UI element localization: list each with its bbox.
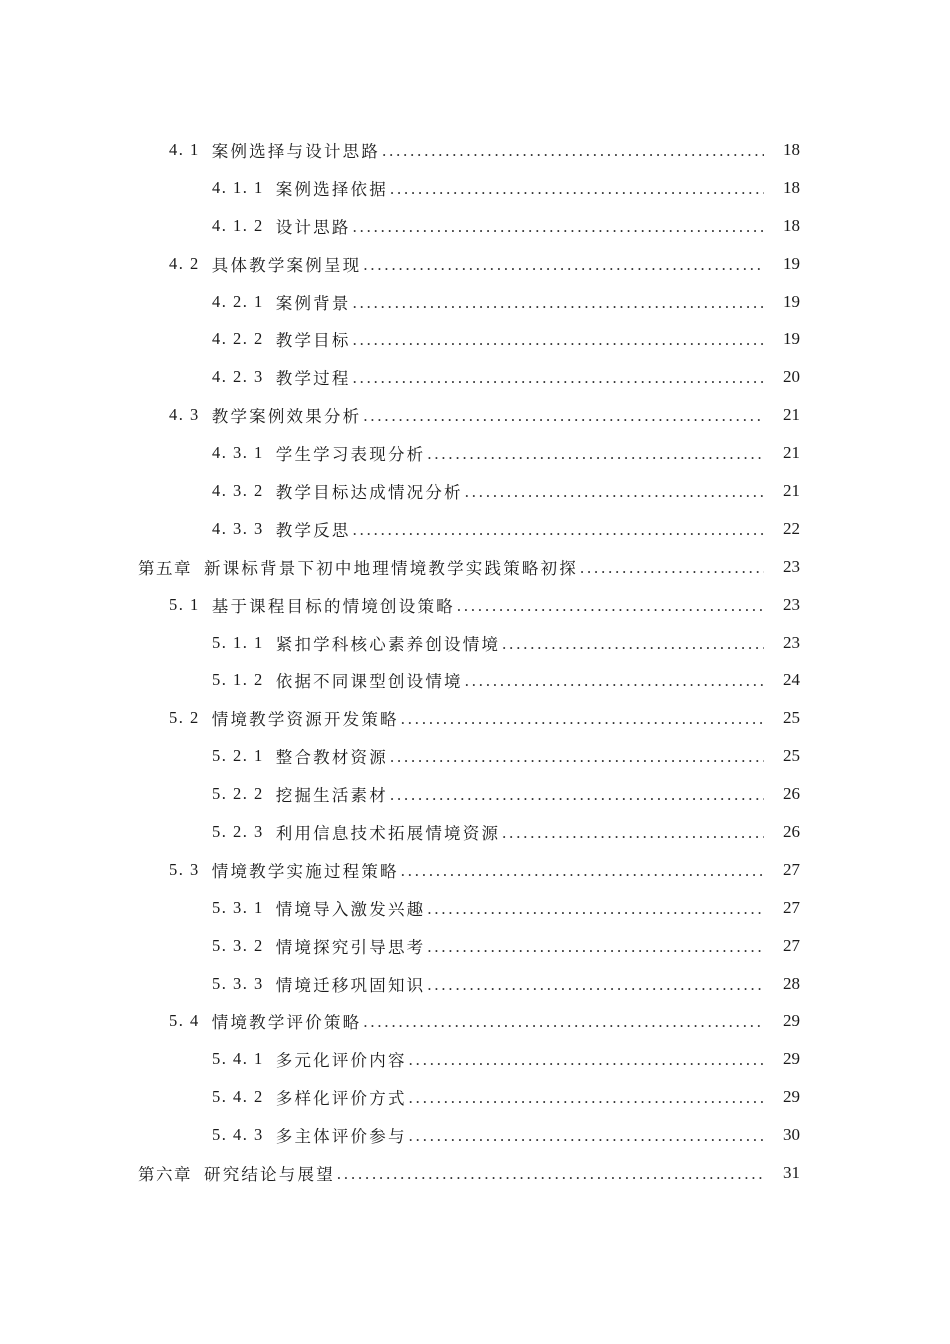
toc-page-number: 18 [783, 177, 800, 197]
toc-entry-number: 4. 2 [169, 253, 200, 273]
toc-dot-leader [353, 293, 764, 313]
toc-page-number: 19 [783, 291, 800, 311]
toc-dot-leader [465, 671, 764, 691]
toc-page-number: 29 [783, 1087, 800, 1107]
toc-section-entry[interactable] [0, 586, 950, 624]
toc-section-entry[interactable] [0, 207, 950, 245]
toc-section-entry[interactable] [0, 737, 950, 775]
toc-dot-leader [363, 255, 764, 275]
toc-page-number: 23 [783, 556, 800, 576]
toc-entry-number: 5. 2 [169, 708, 200, 728]
toc-page-number: 27 [783, 897, 800, 917]
toc-page-number: 26 [783, 784, 800, 804]
toc-page-number: 31 [783, 1162, 800, 1182]
toc-dot-leader [390, 179, 764, 199]
toc-page-number: 30 [783, 1125, 800, 1145]
toc-dot-leader [390, 747, 764, 767]
toc-entry-number: 4. 2. 2 [212, 329, 264, 349]
toc-section-entry[interactable] [0, 775, 950, 813]
toc-entry-title: 情境教学资源开发策略 [211, 710, 399, 730]
toc-entry-title: 新课标背景下初中地理情境教学实践策略初探 [204, 558, 578, 578]
toc-page-number: 26 [783, 821, 800, 841]
toc-page-number: 21 [783, 480, 800, 500]
toc-entry-title: 多元化评价内容 [275, 1051, 407, 1071]
toc-entry-title: 教学反思 [275, 520, 351, 540]
toc-page-number: 19 [783, 253, 800, 273]
toc-entry-title: 教学目标达成情况分析 [275, 482, 463, 502]
toc-entry-number: 5. 3. 3 [212, 973, 264, 993]
toc-page-number: 18 [783, 215, 800, 235]
toc-dot-leader [502, 823, 764, 843]
toc-dot-leader [353, 520, 764, 540]
toc-section-entry[interactable] [0, 965, 950, 1003]
toc-dot-leader [427, 899, 764, 919]
toc-page-number: 21 [783, 405, 800, 425]
toc-dot-leader [580, 558, 764, 578]
toc-section-entry[interactable] [0, 1002, 950, 1040]
toc-page-number: 29 [783, 1049, 800, 1069]
toc-entry-number: 4. 3 [169, 405, 200, 425]
toc-entry-title: 紧扣学科核心素养创设情境 [275, 634, 501, 654]
toc-page-number: 23 [783, 632, 800, 652]
toc-page-number: 22 [783, 518, 800, 538]
toc-entry-title: 案例背景 [275, 293, 351, 313]
toc-dot-leader [337, 1164, 764, 1184]
toc-entry-number: 5. 3 [169, 859, 200, 879]
toc-dot-leader [382, 141, 764, 161]
toc-section-entry[interactable] [0, 510, 950, 548]
toc-page-number: 28 [783, 973, 800, 993]
toc-entry-number: 5. 4. 2 [212, 1087, 264, 1107]
toc-entry-title: 教学过程 [275, 369, 351, 389]
toc-entry-number: 4. 1. 2 [212, 215, 264, 235]
toc-dot-leader [363, 1012, 764, 1032]
toc-entry-title: 多主体评价参与 [275, 1127, 407, 1147]
toc-entry-number: 5. 2. 2 [212, 784, 264, 804]
toc-entry-title: 教学目标 [275, 331, 351, 351]
toc-entry-title: 情境教学实施过程策略 [211, 861, 399, 881]
toc-section-entry[interactable] [0, 624, 950, 662]
toc-section-entry[interactable] [0, 434, 950, 472]
toc-section-entry[interactable] [0, 1116, 950, 1154]
toc-dot-leader [363, 406, 764, 426]
toc-section-entry[interactable] [0, 661, 950, 699]
toc-dot-leader [353, 330, 764, 350]
toc-entry-number: 5. 1. 2 [212, 670, 264, 690]
toc-entry-title: 案例选择依据 [275, 179, 388, 199]
toc-page-number: 24 [783, 670, 800, 690]
toc-entry-title: 情境迁移巩固知识 [275, 975, 426, 995]
toc-entry-number: 5. 2. 1 [212, 746, 264, 766]
toc-dot-leader [390, 785, 764, 805]
toc-section-entry[interactable] [0, 813, 950, 851]
toc-entry-title: 设计思路 [275, 217, 351, 237]
toc-entry-title: 教学案例效果分析 [211, 407, 362, 427]
toc-entry-title: 案例选择与设计思路 [211, 141, 381, 161]
toc-section-entry[interactable] [0, 472, 950, 510]
toc-page-number: 29 [783, 1011, 800, 1031]
toc-entry-number: 4. 2. 1 [212, 291, 264, 311]
toc-entry-number: 5. 1 [169, 594, 200, 614]
toc-entry-title: 情境导入激发兴趣 [275, 899, 426, 919]
table-of-contents [0, 131, 950, 1192]
toc-entry-number: 5. 3. 1 [212, 897, 264, 917]
toc-entry-number: 4. 3. 2 [212, 480, 264, 500]
toc-entry-number: 5. 3. 2 [212, 935, 264, 955]
toc-dot-leader [427, 937, 764, 957]
toc-section-entry[interactable] [0, 245, 950, 283]
toc-page-number: 20 [783, 367, 800, 387]
toc-entry-number: 5. 4. 1 [212, 1049, 264, 1069]
toc-entry-title: 多样化评价方式 [275, 1089, 407, 1109]
toc-section-entry[interactable] [0, 283, 950, 321]
toc-section-entry[interactable] [0, 169, 950, 207]
toc-dot-leader [409, 1050, 764, 1070]
toc-entry-number: 4. 1. 1 [212, 177, 264, 197]
toc-page-number: 25 [783, 708, 800, 728]
toc-entry-title: 情境探究引导思考 [275, 937, 426, 957]
toc-section-entry[interactable] [0, 1078, 950, 1116]
toc-entry-number: 4. 2. 3 [212, 367, 264, 387]
toc-dot-leader [401, 861, 764, 881]
toc-dot-leader [409, 1088, 764, 1108]
toc-page-number: 25 [783, 746, 800, 766]
toc-page-number: 18 [783, 139, 800, 159]
toc-page-number: 19 [783, 329, 800, 349]
toc-section-entry[interactable] [0, 1040, 950, 1078]
toc-page-number: 27 [783, 859, 800, 879]
toc-entry-title: 学生学习表现分析 [275, 445, 426, 465]
toc-entry-number: 4. 3. 3 [212, 518, 264, 538]
toc-entry-number: 5. 1. 1 [212, 632, 264, 652]
toc-section-entry[interactable] [0, 889, 950, 927]
toc-page-number: 27 [783, 935, 800, 955]
toc-entry-number: 5. 2. 3 [212, 821, 264, 841]
toc-entry-number: 5. 4 [169, 1011, 200, 1031]
toc-dot-leader [502, 634, 764, 654]
toc-dot-leader [427, 444, 764, 464]
toc-dot-leader [409, 1126, 764, 1146]
toc-section-entry[interactable] [0, 131, 950, 169]
toc-section-entry[interactable] [0, 699, 950, 737]
toc-entry-title: 整合教材资源 [275, 748, 388, 768]
toc-entry-title: 情境教学评价策略 [211, 1013, 362, 1033]
toc-entry-number: 第五章 [138, 558, 192, 578]
toc-dot-leader [465, 482, 764, 502]
toc-entry-title: 依据不同课型创设情境 [275, 672, 463, 692]
toc-entry-title: 挖掘生活素材 [275, 786, 388, 806]
toc-chapter-entry[interactable] [0, 1154, 950, 1192]
toc-entry-number: 4. 3. 1 [212, 443, 264, 463]
toc-entry-number: 4. 1 [169, 139, 200, 159]
toc-dot-leader [353, 217, 764, 237]
toc-section-entry[interactable] [0, 320, 950, 358]
toc-section-entry[interactable] [0, 927, 950, 965]
toc-entry-title: 研究结论与展望 [204, 1164, 335, 1184]
toc-section-entry[interactable] [0, 851, 950, 889]
toc-entry-number: 第六章 [138, 1164, 192, 1184]
toc-dot-leader [457, 596, 764, 616]
toc-dot-leader [427, 975, 764, 995]
toc-entry-number: 5. 4. 3 [212, 1125, 264, 1145]
toc-dot-leader [353, 368, 764, 388]
toc-chapter-entry[interactable] [0, 548, 950, 586]
toc-dot-leader [401, 709, 764, 729]
toc-entry-title: 利用信息技术拓展情境资源 [275, 823, 501, 843]
toc-entry-title: 具体教学案例呈现 [211, 255, 362, 275]
toc-entry-title: 基于课程目标的情境创设策略 [211, 596, 455, 616]
toc-section-entry[interactable] [0, 358, 950, 396]
toc-page-number: 23 [783, 594, 800, 614]
toc-page-number: 21 [783, 443, 800, 463]
toc-section-entry[interactable] [0, 396, 950, 434]
